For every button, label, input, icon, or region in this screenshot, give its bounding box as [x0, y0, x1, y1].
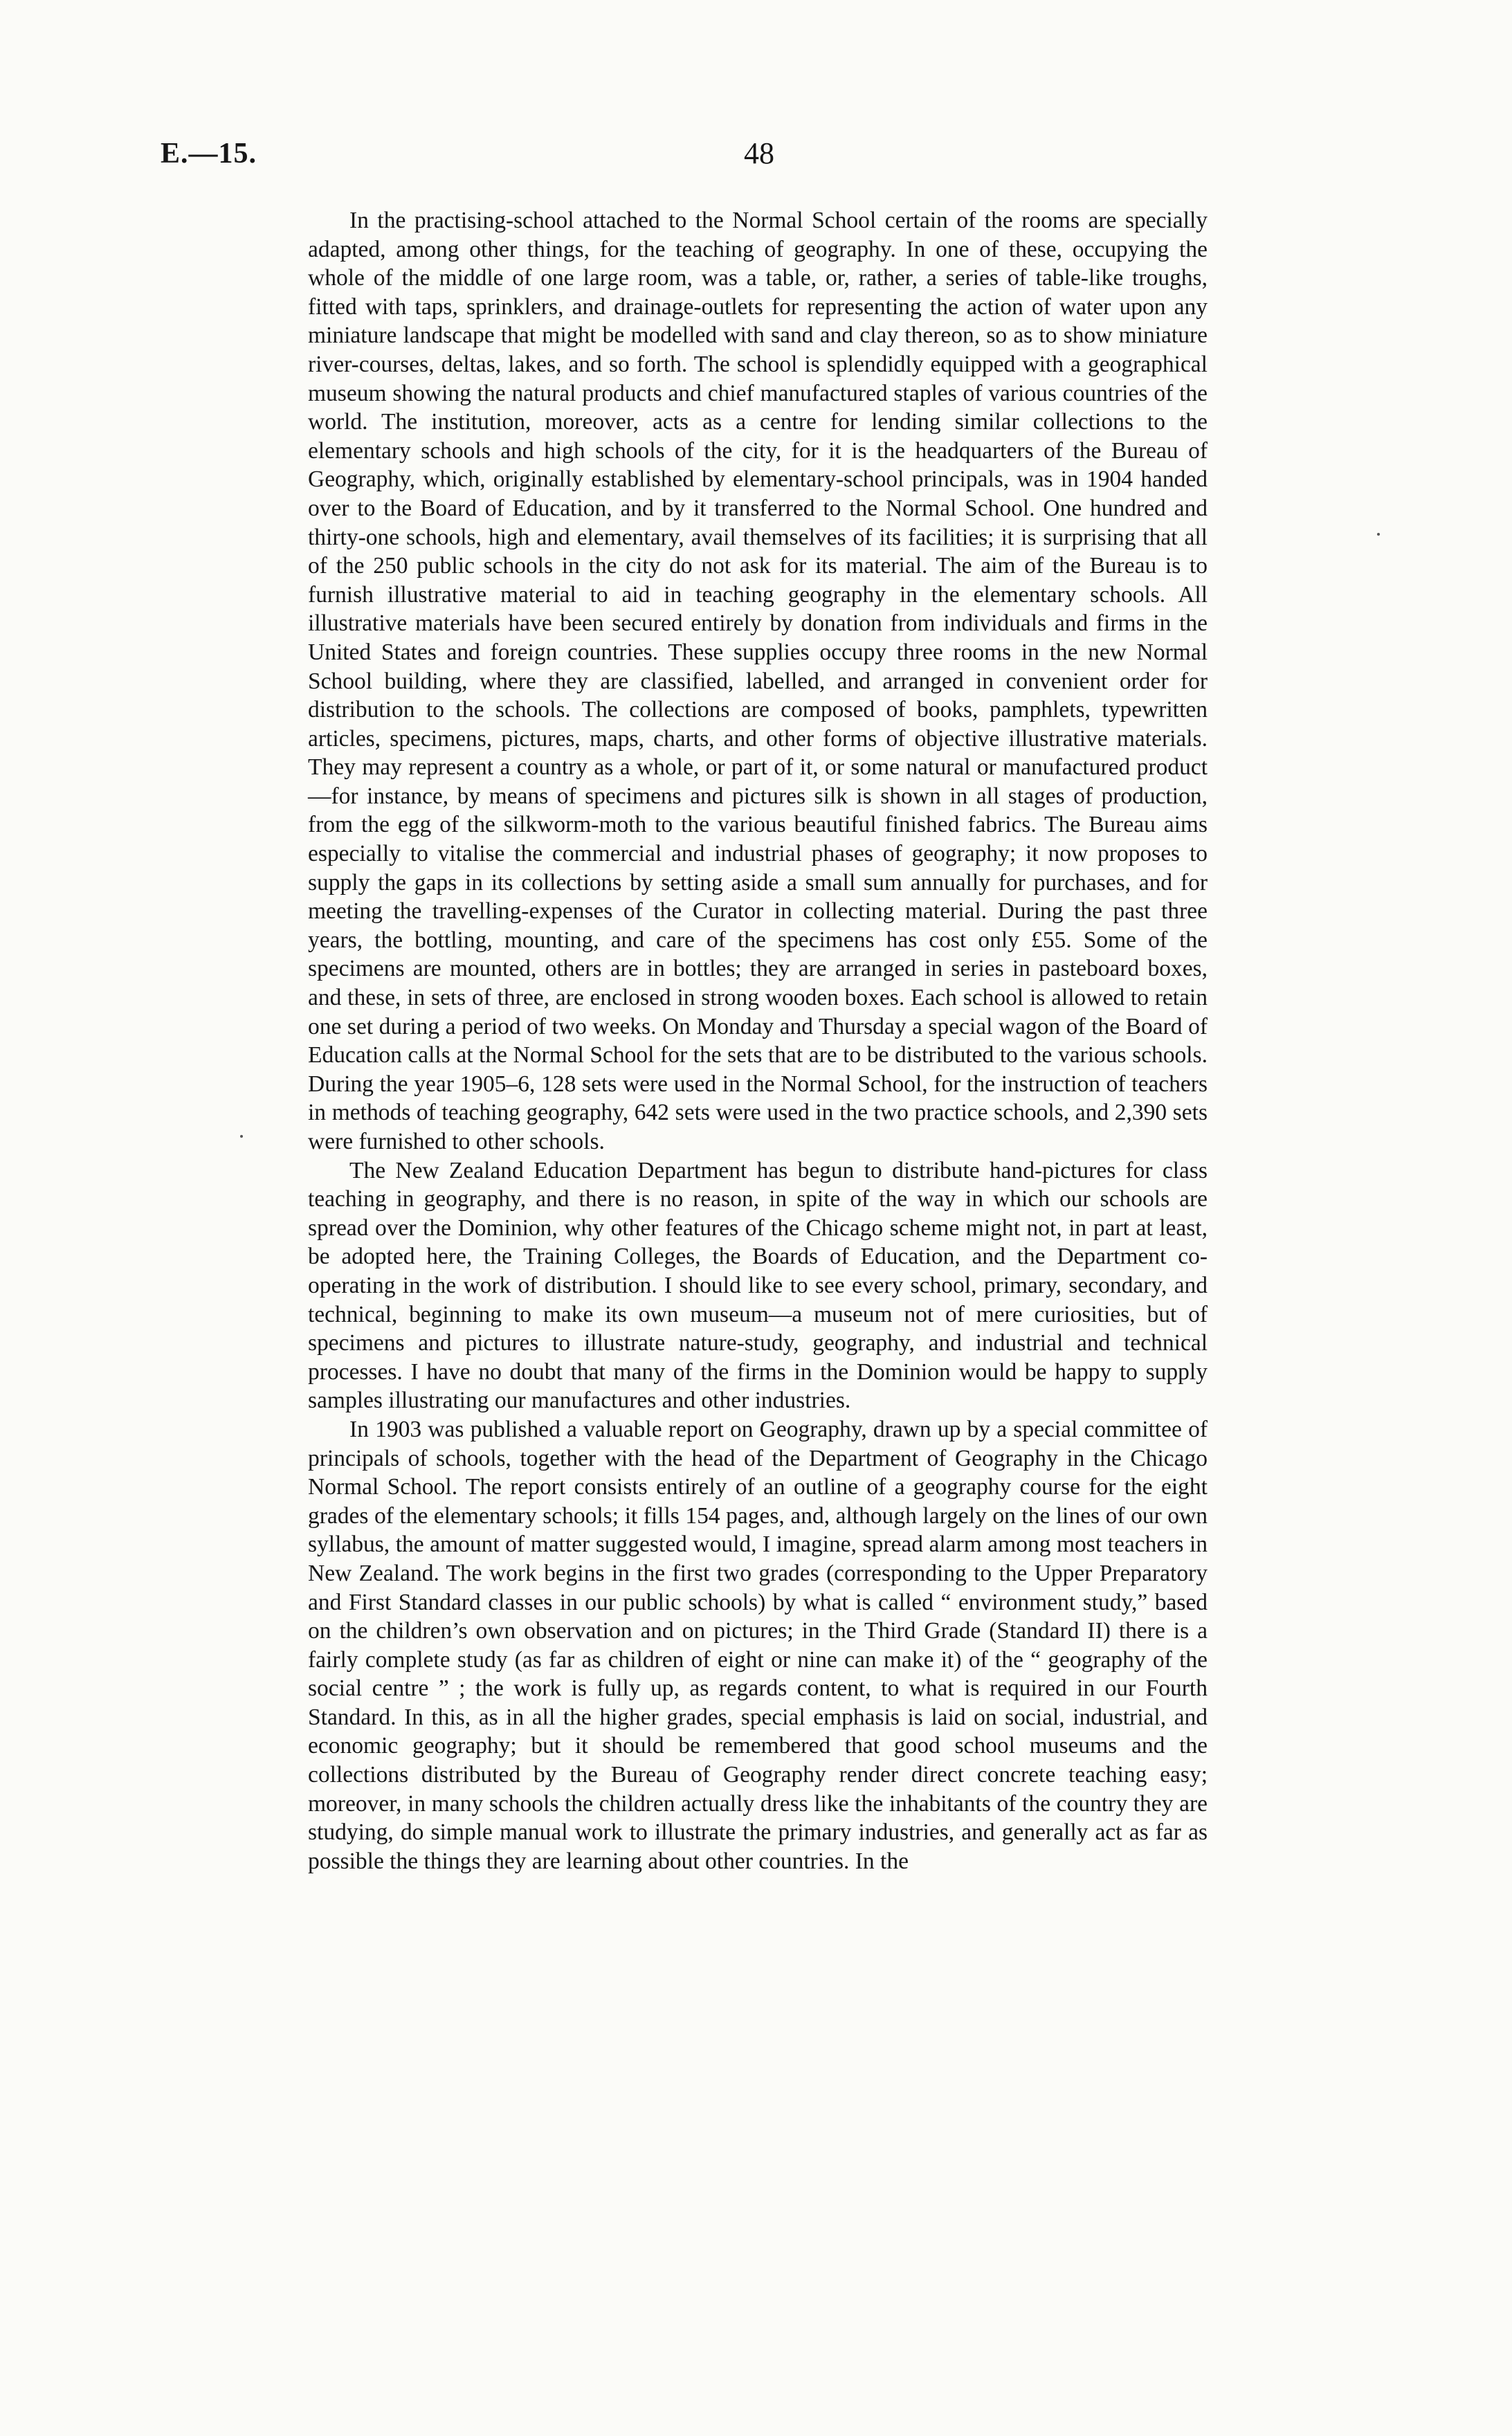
margin-speck	[240, 1135, 243, 1138]
paragraph: In the practising-school attached to the Normal School certain of the rooms are specially adapted, among other things, for the teaching of geography. In one of these, occupying the whole of the middle of one large room, was a table, or, rather, a series of table-like troughs, fitted with taps, sprinklers, and drainage-outlets for representing the action of water upon any miniature landscape that might be modelled with sand and clay thereon, so as to show miniature river-courses, deltas, lakes, and so forth. The school is splendidly equipped with a geographical museum showing the natural products and chief manufactured staples of various countries of the world. The institution, moreover, acts as a centre for lending similar collections to the elementary schools and high schools of the city, for it is the headquarters of the Bureau of Geography, which, originally established by elementary-school principals, was in 1904 handed over to the Board of Education, and by it transferred to the Normal School. One hundred and thirty-one schools, high and elementary, avail themselves of its facilities; it is surprising that all of the 250 public schools in the city do not ask for its material. The aim of the Bureau is to furnish illustrative material to aid in teaching geography in the elementary schools. All illustrative materials have been secured entirely by donation from individuals and firms in the United States and foreign countries. These supplies occupy three rooms in the new Normal School building, where they are classified, labelled, and arranged in convenient order for distribution to the schools. The collections are composed of books, pamphlets, typewritten articles, specimens, pictures, maps, charts, and other forms of objective illustrative materials. They may represent a country as a whole, or part of it, or some natural or manufactured product—for instance, by means of specimens and pictures silk is shown in all stages of production, from the egg of the silkworm-moth to the various beautiful finished fabrics. The Bureau aims especially to vitalise the commercial and industrial phases of geography; it now proposes to supply the gaps in its collections by setting aside a small sum annually for purchases, and for meeting the travelling-expenses of the Curator in collecting material. During the past three years, the bottling, mounting, and care of the specimens has cost only £55. Some of the specimens are mounted, others are in bottles; they are arranged in series in pasteboard boxes, and these, in sets of three, are enclosed in strong wooden boxes. Each school is allowed to retain one set during a period of two weeks. On Monday and Thursday a special wagon of the Board of Education calls at the Normal School for the sets that are to be distributed to the various schools. During the year 1905–6, 128 sets were used in the Normal School, for the instruction of teachers in methods of teaching geography, 642 sets were used in the two practice schools, and 2,390 sets were furnished to other schools.	[308, 208, 1208, 1154]
paragraph: The New Zealand Education Department has begun to distribute hand-pictures for class teaching in geography, and there is no reason, in spite of the way in which our schools are spread over the Dominion, why other features of the Chicago scheme might not, in part at least, be adopted here, the Training Colleges, the Boards of Education, and the Department cooperating in the work of distribution. I should like to see every school, primary, secondary, and technical, beginning to make its own museum—a museum not of mere curiosities, but of specimens and pictures to illustrate nature-study, geography, and industrial and technical processes. I have no doubt that many of the firms in the Dominion would be happy to supply samples illustrating our manufactures and other industries.	[308, 1157, 1208, 1414]
page-reference: E.—15.	[161, 138, 257, 170]
body-text	[308, 206, 1208, 1875]
margin-speck	[1377, 533, 1380, 536]
page-number: 48	[744, 136, 774, 170]
paragraph: In 1903 was published a valuable report on Geography, drawn up by a special committee of principals of schools, together with the head of the Department of Geography in the Chicago Normal School. The report consists entirely of an outline of a geography course for the eight grades of the elementary schools; it fills 154 pages, and, although largely on the lines of our own syllabus, the amount of matter suggested would, I imagine, spread alarm among most teachers in New Zealand. The work begins in the first two grades (corresponding to the Upper Preparatory and First Standard classes in our public schools) by what is called “ environment study,” based on the children’s own observation and on pictures; in the Third Grade (Standard II) there is a fairly complete study (as far as children of eight or nine can make it) of the “ geography of the social centre ” ; the work is fully up, as regards content, to what is required in our Fourth Standard. In this, as in all the higher grades, special emphasis is laid on social, industrial, and economic geography; but it should be remembered that good school museums and the collections distributed by the Bureau of Geography render direct concrete teaching easy; moreover, in many schools the children actually dress like the inhabitants of the country they are studying, do simple manual work to illustrate the primary industries, and generally act as far as possible the things they are learning about other countries. In the	[308, 1416, 1208, 1874]
